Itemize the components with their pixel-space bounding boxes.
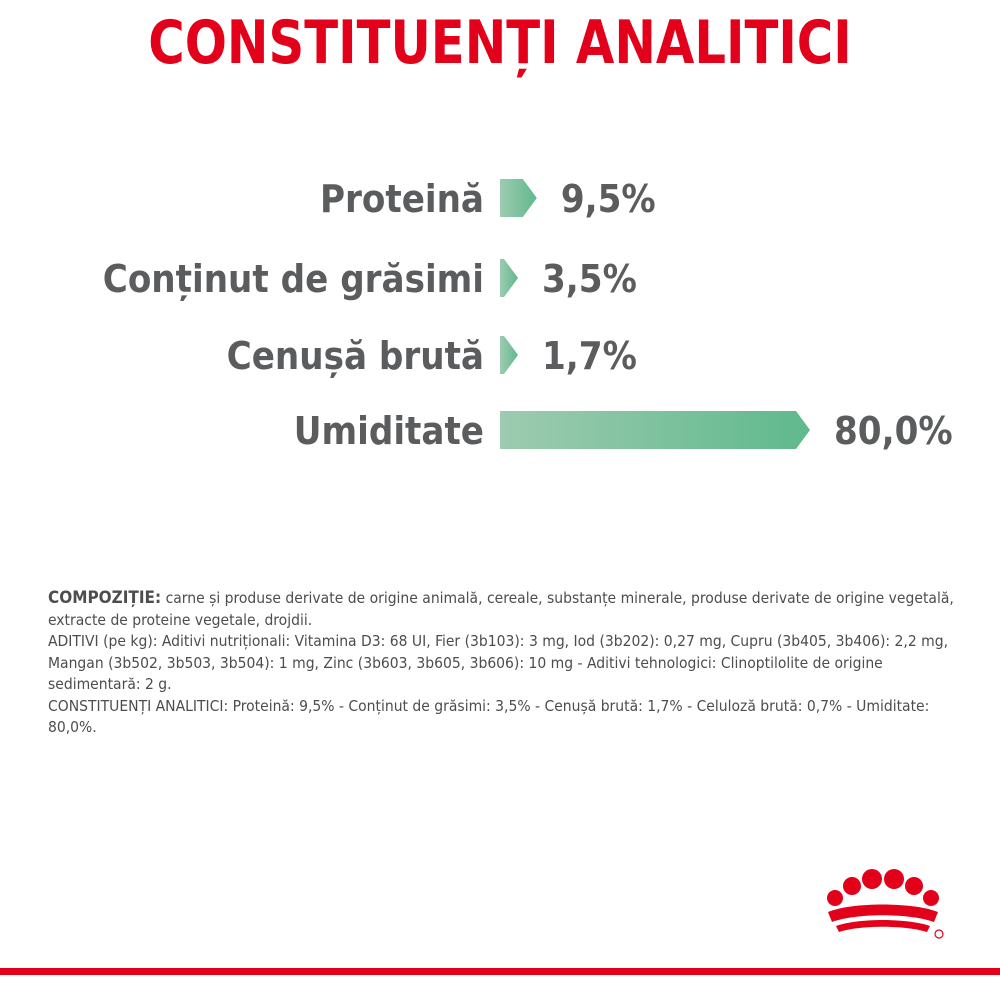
bottom-divider bbox=[0, 968, 1000, 975]
category-label: Cenușă brută bbox=[226, 334, 484, 378]
bar bbox=[500, 336, 518, 374]
value-label: 9,5% bbox=[560, 177, 656, 221]
royal-canin-crown-icon bbox=[822, 868, 944, 940]
category-label: Umiditate bbox=[293, 409, 484, 453]
category-label: Proteină bbox=[319, 177, 484, 221]
bar bbox=[500, 179, 537, 217]
bar bbox=[500, 411, 810, 449]
composition-text: carne și produse derivate de origine animală, cereale, substanțe minerale, produse derivate de origine vegetală, extracte de proteine vegetale, drojdii. bbox=[48, 589, 954, 629]
value-label: 1,7% bbox=[542, 334, 637, 378]
additives-text: ADITIVI (pe kg): Aditivi nutriționali: Vitamina D3: 68 UI, Fier (3b103): 3 mg, Iod (3b202): 0,27 mg, Cupru (3b405, 3b406): 2,2 mg, Mangan (3b502, 3b503, 3b504): 1 mg, Zinc (3b603, 3b605, 3b606): 10 mg - Aditivi tehnologici: Clinoptilolite de origine sedimentară: 2 g. bbox=[48, 632, 948, 693]
value-label: 80,0% bbox=[834, 409, 953, 453]
bar bbox=[500, 259, 518, 297]
analytical-constituents-chart bbox=[0, 150, 1000, 490]
category-label: Conținut de grăsimi bbox=[102, 257, 484, 301]
composition-label: COMPOZIȚIE: bbox=[48, 588, 162, 608]
composition-paragraph bbox=[48, 588, 960, 631]
constituents-text: CONSTITUENȚI ANALITICI: Proteină: 9,5% - Conținut de grăsimi: 3,5% - Cenușă brută: 1,7% - Celuloză brută: 0,7% - Umiditate: 80,0%. bbox=[48, 696, 930, 736]
composition-block bbox=[48, 588, 960, 739]
page-title: CONSTITUENȚI ANALITICI bbox=[148, 8, 852, 78]
value-label: 3,5% bbox=[542, 257, 637, 301]
